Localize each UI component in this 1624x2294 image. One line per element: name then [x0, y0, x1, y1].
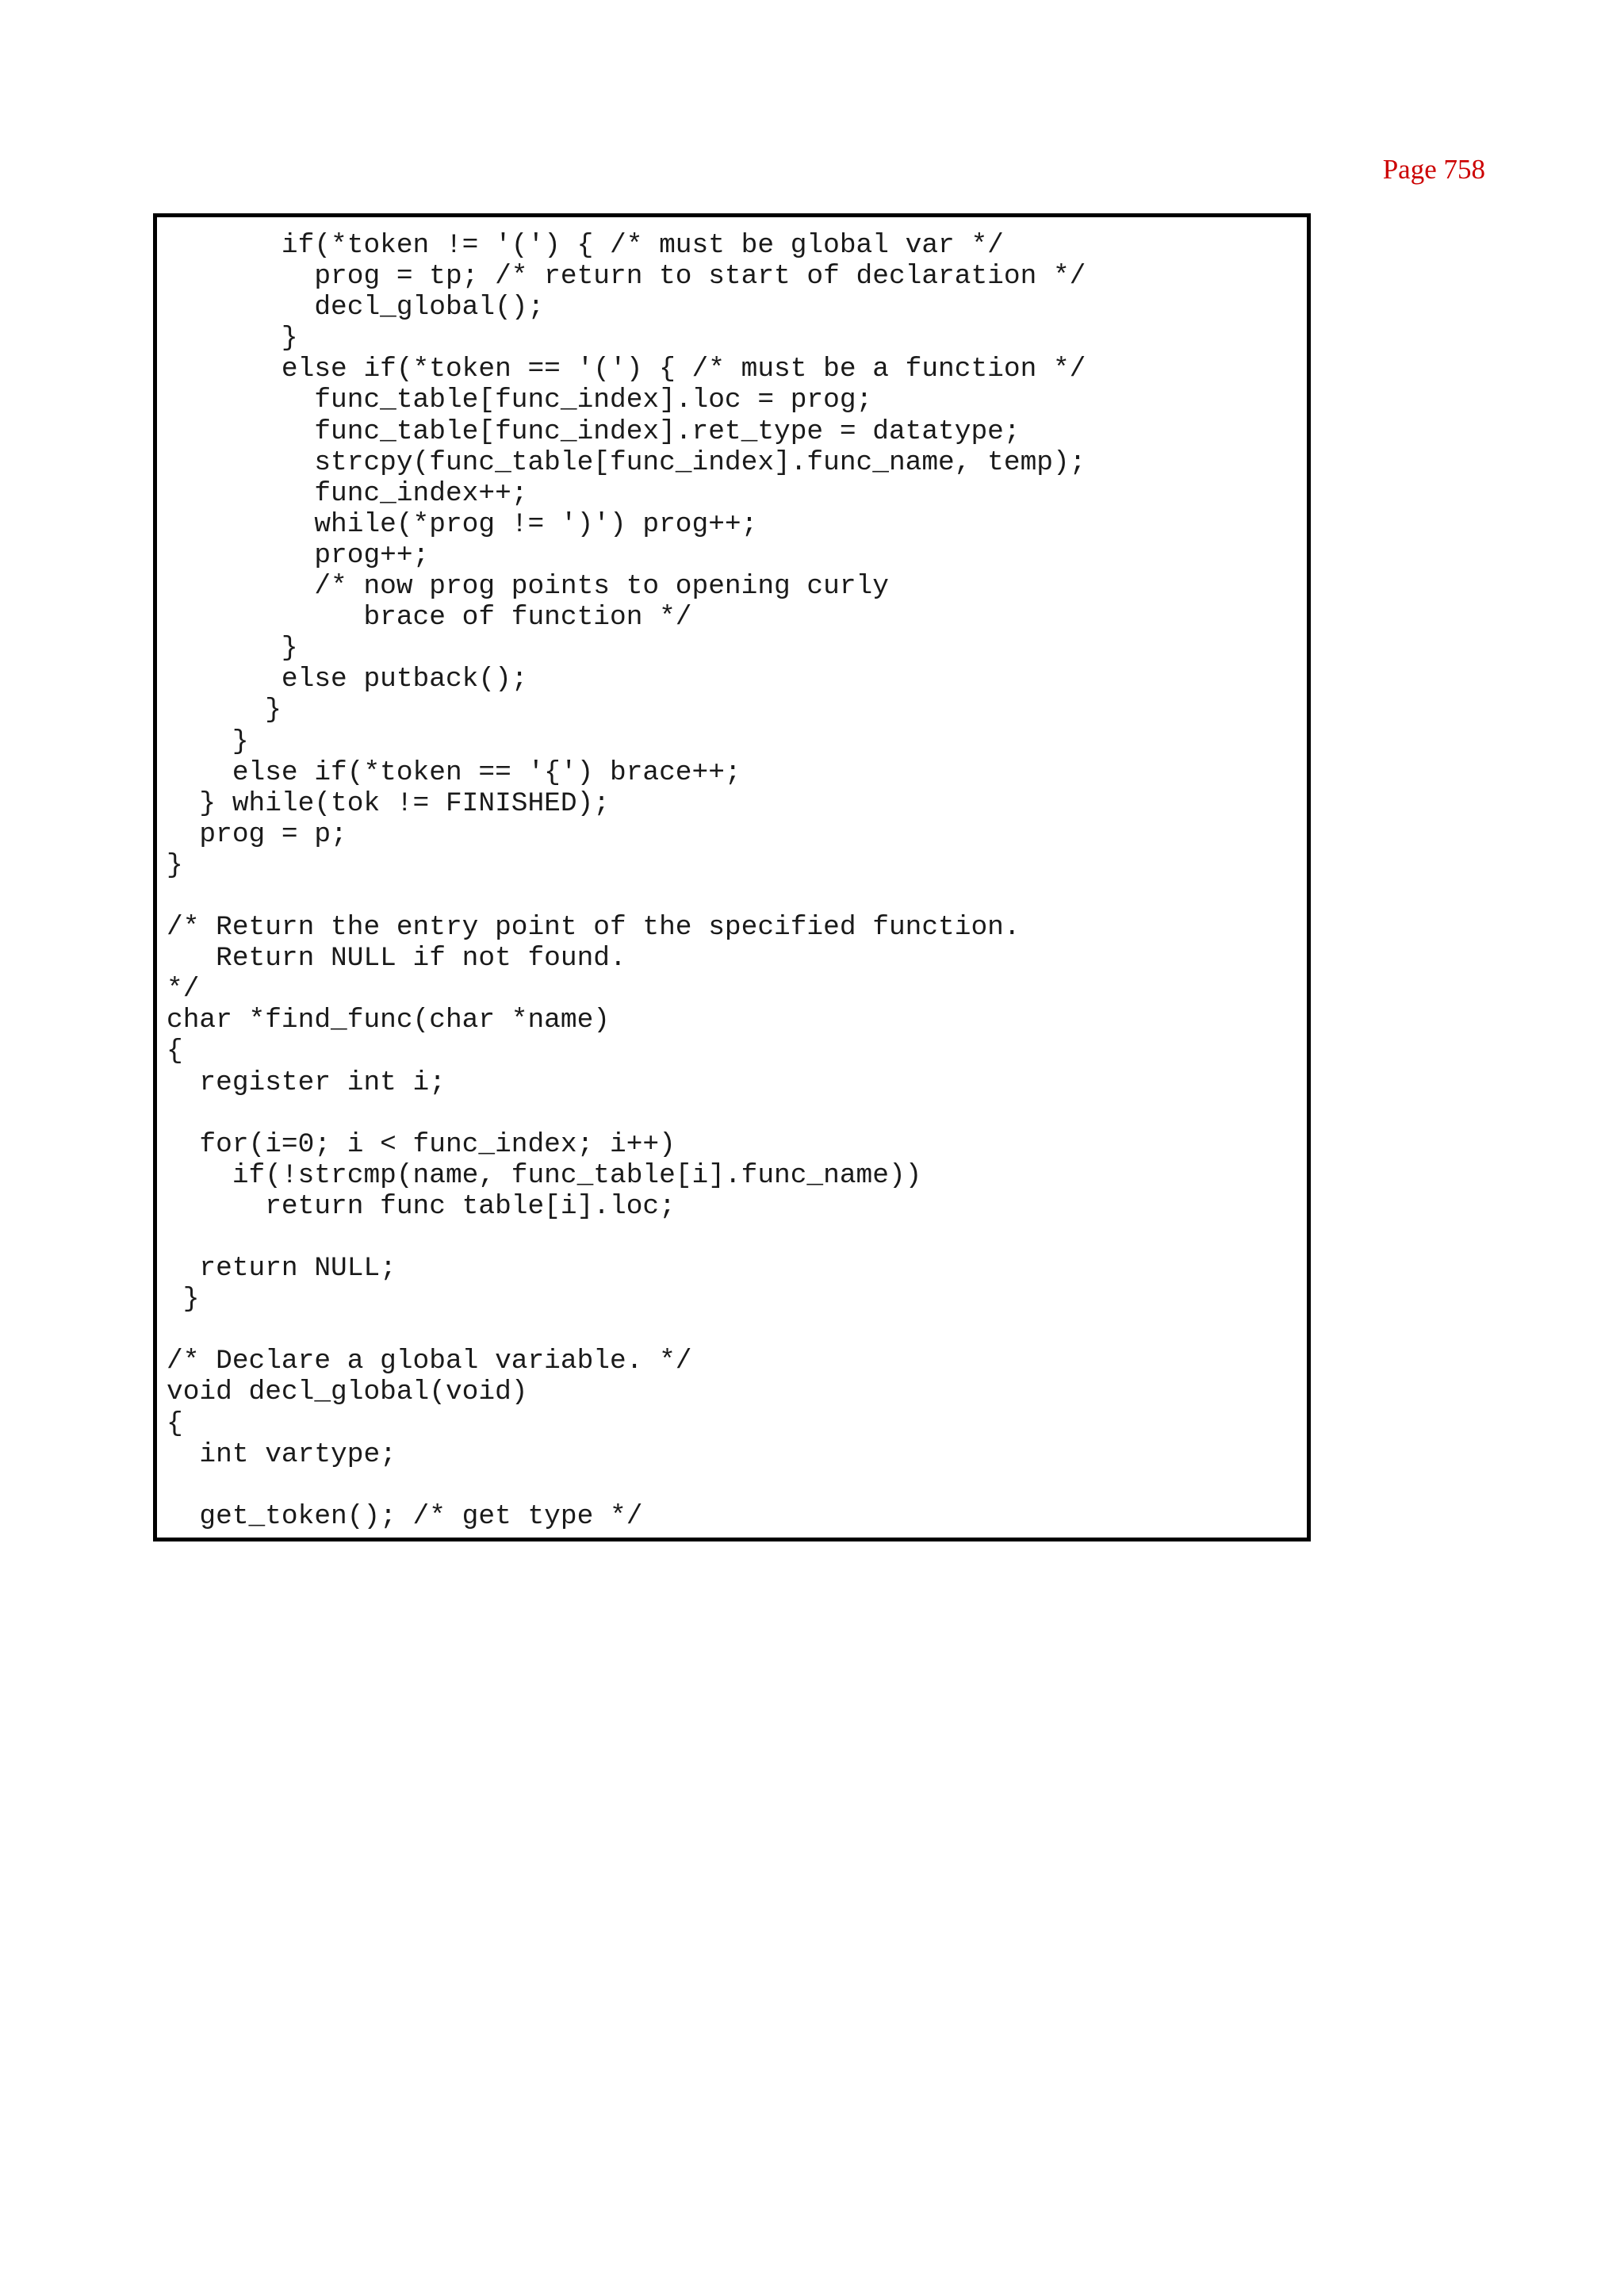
code-line: for(i=0; i < func_index; i++) [167, 1128, 676, 1160]
code-line [167, 1470, 1086, 1501]
code-line: } [167, 1284, 200, 1316]
code-line: if(!strcmp(name, func_table[i].func_name)) [167, 1159, 922, 1191]
page-number: Page 758 [1382, 154, 1485, 185]
code-line: { [167, 1407, 183, 1439]
code-listing [167, 230, 1086, 1532]
code-line: else if(*token == '(') { /* must be a function */ [167, 354, 1086, 385]
code-line: while(*prog != ')') prog++; [167, 508, 758, 540]
code-line: brace of function */ [167, 602, 692, 634]
code-line: } [167, 633, 298, 664]
code-line: func_table[func_index].loc = prog; [167, 385, 873, 416]
code-line: void decl_global(void) [167, 1377, 528, 1408]
code-line: else if(*token == '{') brace++; [167, 756, 741, 788]
code-line: return NULL; [167, 1253, 396, 1285]
code-line [167, 1315, 1086, 1346]
code-line: else putback(); [167, 664, 528, 695]
code-line: /* Declare a global variable. */ [167, 1346, 692, 1377]
code-line: prog = p; [167, 818, 347, 850]
code-line: } [167, 695, 282, 726]
code-line: return func table[i].loc; [167, 1190, 676, 1222]
code-line: prog++; [167, 539, 430, 571]
code-line: if(*token != '(') { /* must be global var */ [167, 230, 1004, 261]
code-line: decl_global(); [167, 292, 545, 324]
code-line: Return NULL if not found. [167, 943, 626, 975]
code-line: prog = tp; /* return to start of declaration */ [167, 261, 1086, 293]
code-line [167, 1098, 1086, 1129]
code-line: register int i; [167, 1067, 446, 1098]
code-line: */ [167, 974, 200, 1005]
code-line: } while(tok != FINISHED); [167, 787, 610, 819]
code-line [167, 881, 1086, 912]
code-line: /* now prog points to opening curly [167, 571, 889, 603]
code-line: func_index++; [167, 477, 528, 509]
code-line: int vartype; [167, 1438, 396, 1470]
code-line: strcpy(func_table[func_index].func_name, temp); [167, 446, 1086, 478]
code-line: get_token(); /* get type */ [167, 1500, 643, 1532]
code-line [167, 1222, 1086, 1253]
code-line: char *find_func(char *name) [167, 1005, 610, 1036]
code-line: { [167, 1036, 183, 1067]
code-line: } [167, 323, 298, 354]
code-line: /* Return the entry point of the specified function. [167, 912, 1021, 944]
code-listing-box [153, 213, 1311, 1541]
code-line: func_table[func_index].ret_type = datatype; [167, 416, 1021, 447]
code-line: } [167, 726, 249, 757]
code-line: } [167, 849, 183, 881]
